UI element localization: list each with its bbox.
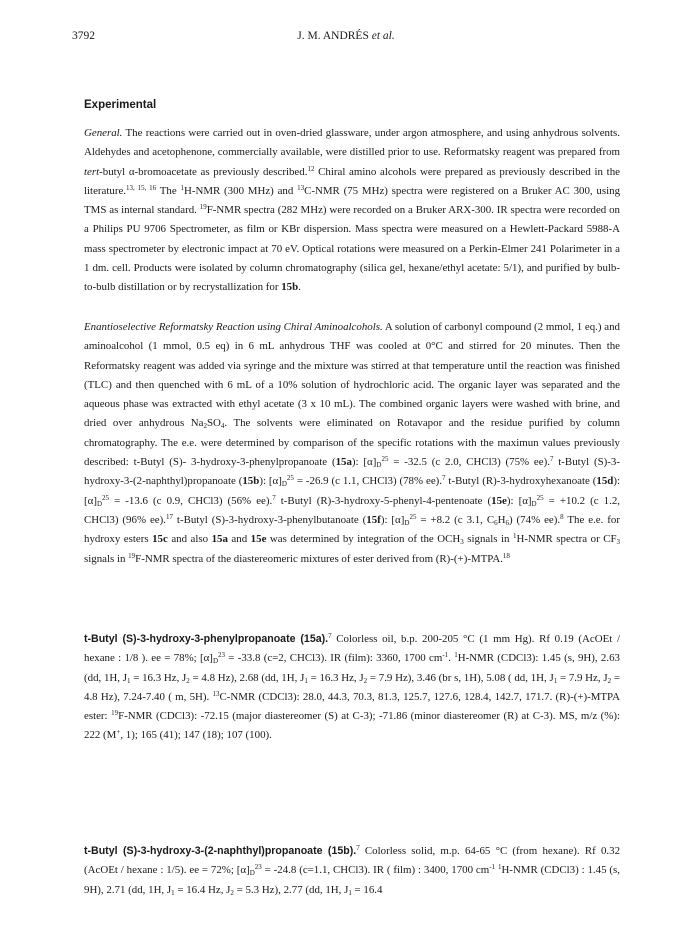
enantio-text: ): [α] xyxy=(351,456,377,469)
isotope-superscript: 19 xyxy=(128,551,136,560)
compound-number: 15b xyxy=(242,475,260,488)
enantio-text: t-Butyl (S)-3-hydroxy-3-phenylbutanoate ( xyxy=(172,513,367,526)
isotope-superscript: 1 xyxy=(497,863,502,872)
compound-15b-paragraph xyxy=(84,842,620,900)
reference-citation: 7 xyxy=(549,455,554,464)
reference-citation: 7 xyxy=(272,493,276,502)
running-head xyxy=(0,30,692,42)
superscript: 25 xyxy=(102,493,110,502)
enantio-text: ): [α] xyxy=(84,475,621,507)
compound-number: 15b xyxy=(281,281,299,294)
general-text: . xyxy=(298,281,301,294)
subscript: 1 xyxy=(171,888,175,897)
enantio-text: = -32.5 (c 2.0, CHCl3) (75% ee). xyxy=(388,456,550,469)
compound-text: F-NMR (CDCl3): -72.15 (major diastereomer (S) at C-3); -71.86 (minor diastereomer (R) at C-3). MS, m/z (%): 222 (M xyxy=(84,710,620,742)
enantio-text: ): [α] xyxy=(380,513,405,526)
compound-text: H-NMR (CDCl3) : 1.45 (s, 9H), 2.71 (dd, 1H, J xyxy=(84,864,620,896)
isotope-superscript: 13 xyxy=(297,183,305,192)
compound-text: = -33.8 (c=2, CHCl3). IR (film): 3360, 1700 cm xyxy=(225,652,443,665)
enantio-text: = -13.6 (c 0.9, CHCl3) (56% ee). xyxy=(109,494,273,507)
subscript: 2 xyxy=(186,676,190,685)
subscript: D xyxy=(249,869,255,878)
enantio-text: signals in xyxy=(463,533,513,546)
compound-number: 15a xyxy=(211,533,228,546)
enantioselective-paragraph xyxy=(84,318,620,569)
general-lead: General. xyxy=(84,127,123,139)
enantio-text: t-Butyl (R)-3-hydroxy-5-phenyl-4-pentenoate ( xyxy=(275,494,492,507)
reference-citation: 7 xyxy=(328,632,332,640)
superscript: 23 xyxy=(218,651,225,660)
subscript: 2 xyxy=(607,676,612,685)
superscript: 25 xyxy=(536,493,544,502)
section-heading: Experimental xyxy=(84,99,157,111)
superscript: -1 xyxy=(442,651,449,660)
enantio-text: t-Butyl (R)-3-hydroxyhexanoate ( xyxy=(445,475,597,488)
general-text: The xyxy=(156,184,181,197)
general-paragraph xyxy=(84,124,620,298)
subscript: D xyxy=(531,499,537,508)
isotope-superscript: 19 xyxy=(111,709,119,718)
enantio-text: A solution of carbonyl compound (2 mmol, 1 eq.) and aminoalcohol (1 mmol, 0.5 eq) in 6 mL anhydrous THF was cooled at 0°C and stirred for 20 minutes. Then the Reformatsky reagent was added via syringe and the mixture was stirred at that temperature until the reaction was finished (TLC) and then quenched with 6 mL of a 10% solution of hydrochloric acid. The organic layer was separated and the aqueous phase was extracted with ethyl acetate (3 x 10 mL). The combined organic layers were washed with brine, and dried over anhydrous Na xyxy=(84,321,620,430)
compound-number: 15e xyxy=(491,494,507,507)
enantio-text: F-NMR spectra of the diastereomeric mixtures of ester derived from (R)-(+)-MTPA. xyxy=(135,552,503,565)
subscript: 2 xyxy=(203,422,207,431)
compound-text: = 16.4 xyxy=(351,883,383,896)
enantio-text: = +8.2 (c 3.1, C xyxy=(416,513,495,526)
compound-number: 15d xyxy=(596,475,614,488)
isotope-superscript: 1 xyxy=(512,532,517,541)
page-number: 3792 xyxy=(72,30,95,42)
subscript: D xyxy=(96,499,103,508)
enantio-lead: Enantioselective Reformatsky Reaction using Chiral Aminoalcohols. xyxy=(84,321,383,333)
compound-text: = 7.9 Hz, J xyxy=(557,671,608,684)
subscript: 3 xyxy=(616,538,621,547)
isotope-superscript: 1 xyxy=(454,651,458,660)
enantio-text: ): [α] xyxy=(259,475,282,488)
enantio-text: = +10.2 (c 1.2, CHCl3) (96% ee). xyxy=(84,494,621,526)
subscript: 2 xyxy=(230,888,234,897)
enantio-text: ): [α] xyxy=(506,494,532,507)
enantio-text: and also xyxy=(167,533,212,546)
subscript: 2 xyxy=(363,676,368,685)
compound-text: = 4.8 Hz), 2.68 (dd, 1H, J xyxy=(189,671,305,684)
compound-number: 15e xyxy=(250,533,267,546)
compound-text: = 16.4 Hz, J xyxy=(174,883,231,896)
isotope-superscript: 19 xyxy=(199,203,207,212)
subscript: 6 xyxy=(494,518,498,527)
isotope-superscript: 1 xyxy=(180,183,184,192)
superscript: 25 xyxy=(381,455,389,464)
compound-text: = 7.9 Hz), 3.46 (br s, 1H), 5.08 ( dd, 1H, J xyxy=(367,671,554,684)
superscript: 23 xyxy=(254,863,262,872)
superscript: 25 xyxy=(286,474,294,483)
superscript: + xyxy=(116,728,121,737)
reference-citation: 7 xyxy=(442,474,446,483)
superscript: -1 xyxy=(489,863,496,872)
subscript: 6 xyxy=(505,518,509,527)
subscript: 3 xyxy=(460,538,464,547)
general-text: H-NMR (300 MHz) and xyxy=(183,184,298,197)
reference-citation: 18 xyxy=(502,551,510,560)
subscript: 1 xyxy=(304,676,308,685)
reference-citation: 13, 15, 16 xyxy=(126,183,157,192)
enantio-text: = -26.9 (c 1.1, CHCl3) (78% ee). xyxy=(293,475,443,488)
enantio-text: . The solvents were eliminated on Rotavapor and the residue purified by column chromatography. The e.e. were determined by comparison of the specific rotations with the maximun values previously described: t-Butyl (S)- 3-hydroxy-3-phenylpropanoate ( xyxy=(84,417,621,469)
compound-text: = 5.3 Hz), 2.77 (dd, 1H, J xyxy=(233,883,349,896)
isotope-superscript: 13 xyxy=(212,689,220,698)
subscript: D xyxy=(281,480,287,489)
compound-text: Colorless solid, m.p. 64-65 °C (from hexane). Rf 0.32 (AcOEt / hexane : 1/5). ee = 72%; [α] xyxy=(84,845,621,877)
tert-text: tert xyxy=(84,165,100,178)
compound-number: 15f xyxy=(366,513,381,526)
subscript: D xyxy=(212,657,218,666)
enantio-text: ) (74% ee). xyxy=(508,513,561,526)
running-head-authors: J. M. ANDRÉS xyxy=(297,30,369,42)
subscript: 4 xyxy=(220,422,225,431)
general-text: Chiral amino alcohols were prepared as previously described in the literature. xyxy=(84,165,620,197)
compound-number: 15a xyxy=(335,456,352,469)
compound-text: Colorless oil, b.p. 200-205 °C (1 mm Hg). Rf 0.19 (AcOEt / hexane : 1/8 ). ee = 78%; [α] xyxy=(84,633,620,665)
compound-text: = -24.8 (c=1.1, CHCl3). IR ( film) : 3400, 1700 cm xyxy=(261,864,490,877)
enantio-text: H-NMR spectra or CF xyxy=(516,533,617,546)
compound-title: t-Butyl (S)-3-hydroxy-3-phenylpropanoate (15a). xyxy=(84,633,329,645)
superscript: 25 xyxy=(409,512,417,521)
subscript: 1 xyxy=(348,888,352,897)
general-text: C-NMR (75 MHz) spectra were registered on a Bruker AC 300, using TMS as internal standard. xyxy=(84,184,621,217)
enantio-text: The e.e. for hydroxy esters xyxy=(84,513,620,546)
compound-text: , 1); 165 (41); 147 (18); 107 (100). xyxy=(120,729,272,742)
enantio-text: H xyxy=(497,513,506,526)
general-text: F-NMR spectra (282 MHz) were recorded on a Bruker ARX-300. IR spectra were recorded on a Philips PU 9706 Spectrometer, as film or KBr dispersion. Mass spectra were measured on a Hewlett-Packard 5988-A mass spectrometer by electronic impact at 70 eV. Optical rotations were measured on a Perkin-Elmer 241 Polarimeter in a 1 dm. cell. Products were isolated by column chromatography (silica gel, hexane/ethyl acetate: 5/1), and purified by bulb-to-bulb distillation or by recrystallization for xyxy=(84,204,620,294)
compound-text: = 4.8 Hz), 7.24-7.40 ( m, 5H). xyxy=(84,671,620,703)
compound-text: = 16.3 Hz, J xyxy=(307,671,364,684)
enantio-text: t-Butyl (S)-3-hydroxy-3-(2-naphthyl)propanoate ( xyxy=(84,456,620,488)
compound-number: 15c xyxy=(152,533,168,546)
general-text: -butyl α-bromoacetate as previously described. xyxy=(99,165,308,178)
general-text: The reactions were carried out in oven-dried glassware, under argon atmosphere, and using anhydrous solvents. Aldehydes and acetophenone, commercially available, were distilled prior to use. Reformatsky reagent was prepared from xyxy=(84,127,620,159)
subscript: D xyxy=(376,461,382,470)
compound-text: C-NMR (CDCl3): 28.0, 44.3, 70.3, 81.3, 125.7, 127.6, 128.4, 142.7, 171.7. (R)-(+)-MTPA ester: xyxy=(84,690,620,723)
enantio-text: was determined by integration of the OCH xyxy=(266,533,461,546)
enantio-text: SO xyxy=(206,417,221,430)
subscript: 1 xyxy=(126,676,131,685)
compound-text: = 16.3 Hz, J xyxy=(130,671,187,684)
compound-title: t-Butyl (S)-3-hydroxy-3-(2-naphthyl)propanoate (15b). xyxy=(84,845,357,857)
enantio-text: signals in xyxy=(84,552,129,565)
running-head-etal: et al. xyxy=(371,30,395,42)
subscript: 1 xyxy=(553,676,558,685)
compound-text: H-NMR (CDCl3): 1.45 (s, 9H), 2.63 (dd, 1H, J xyxy=(84,652,620,684)
reference-citation: 8 xyxy=(560,512,564,521)
enantio-text: and xyxy=(227,533,251,546)
compound-text: . xyxy=(448,652,455,665)
reference-citation: 12 xyxy=(307,164,315,173)
reference-citation: 17 xyxy=(165,512,173,521)
subscript: D xyxy=(404,518,410,527)
compound-15a-paragraph xyxy=(84,630,620,746)
reference-citation: 7 xyxy=(356,844,360,852)
